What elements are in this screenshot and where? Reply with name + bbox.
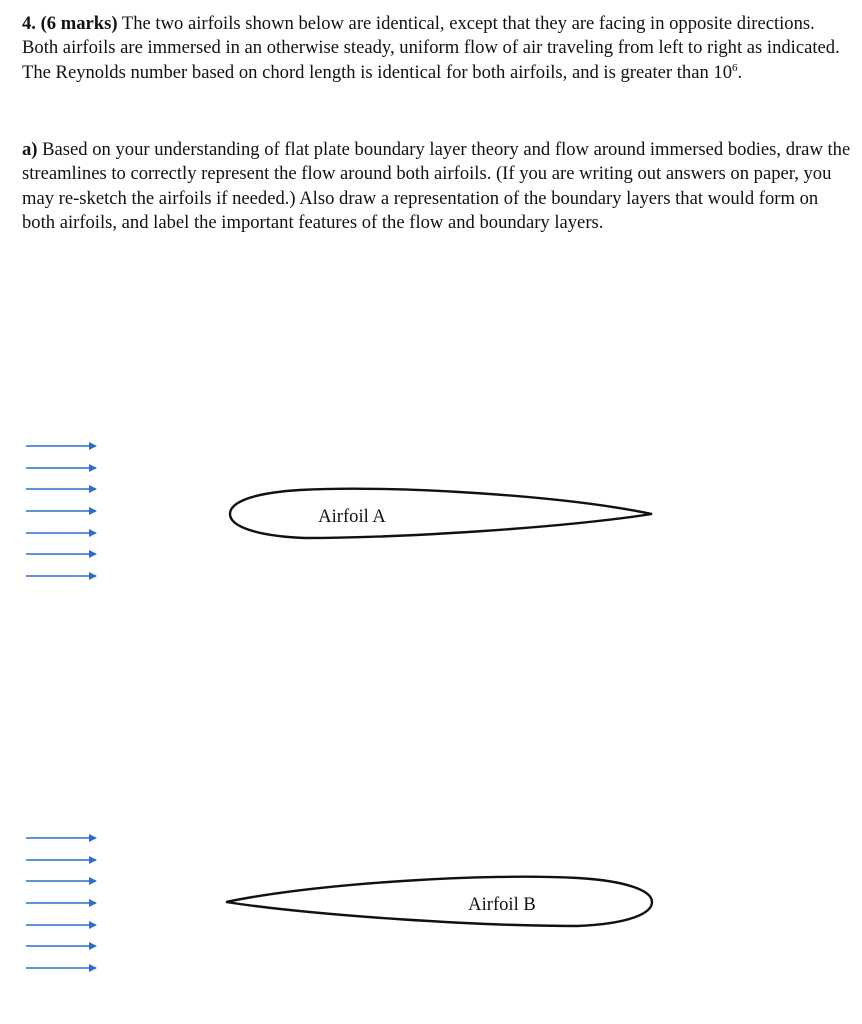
airfoil-a-outline bbox=[230, 489, 652, 538]
intro-end: . bbox=[737, 61, 743, 83]
flow-arrows-a bbox=[26, 446, 96, 576]
question-number: 4. (6 marks) bbox=[22, 13, 118, 34]
intro-text: The two airfoils shown below are identical, except that they are facing in opposite directions. Both airfoils are immersed in an otherwise steady, uniform flow of air traveling from left to right as indicated. The Reynolds number based on chord length is identical for both airfoils, and is greater than 10 bbox=[22, 13, 840, 83]
part-a-text: Based on your understanding of flat plate boundary layer theory and flow around immersed bodies, draw the streamlines to correctly represent the flow around both airfoils. (If you are writing out answers on paper, you may re-sketch the airfoils if needed.) Also draw a representation of the boundary layers that would form on both airfoils, and label the important features of the flow and boundary layers. bbox=[22, 139, 851, 234]
airfoil-a-label: Airfoil A bbox=[318, 506, 386, 527]
reynolds-exponent: 6 bbox=[732, 61, 738, 74]
airfoil-b-outline bbox=[226, 877, 652, 926]
part-a-label: a) bbox=[22, 139, 38, 160]
flow-arrows-b bbox=[26, 838, 96, 968]
airfoil-b-label: Airfoil B bbox=[468, 894, 536, 915]
